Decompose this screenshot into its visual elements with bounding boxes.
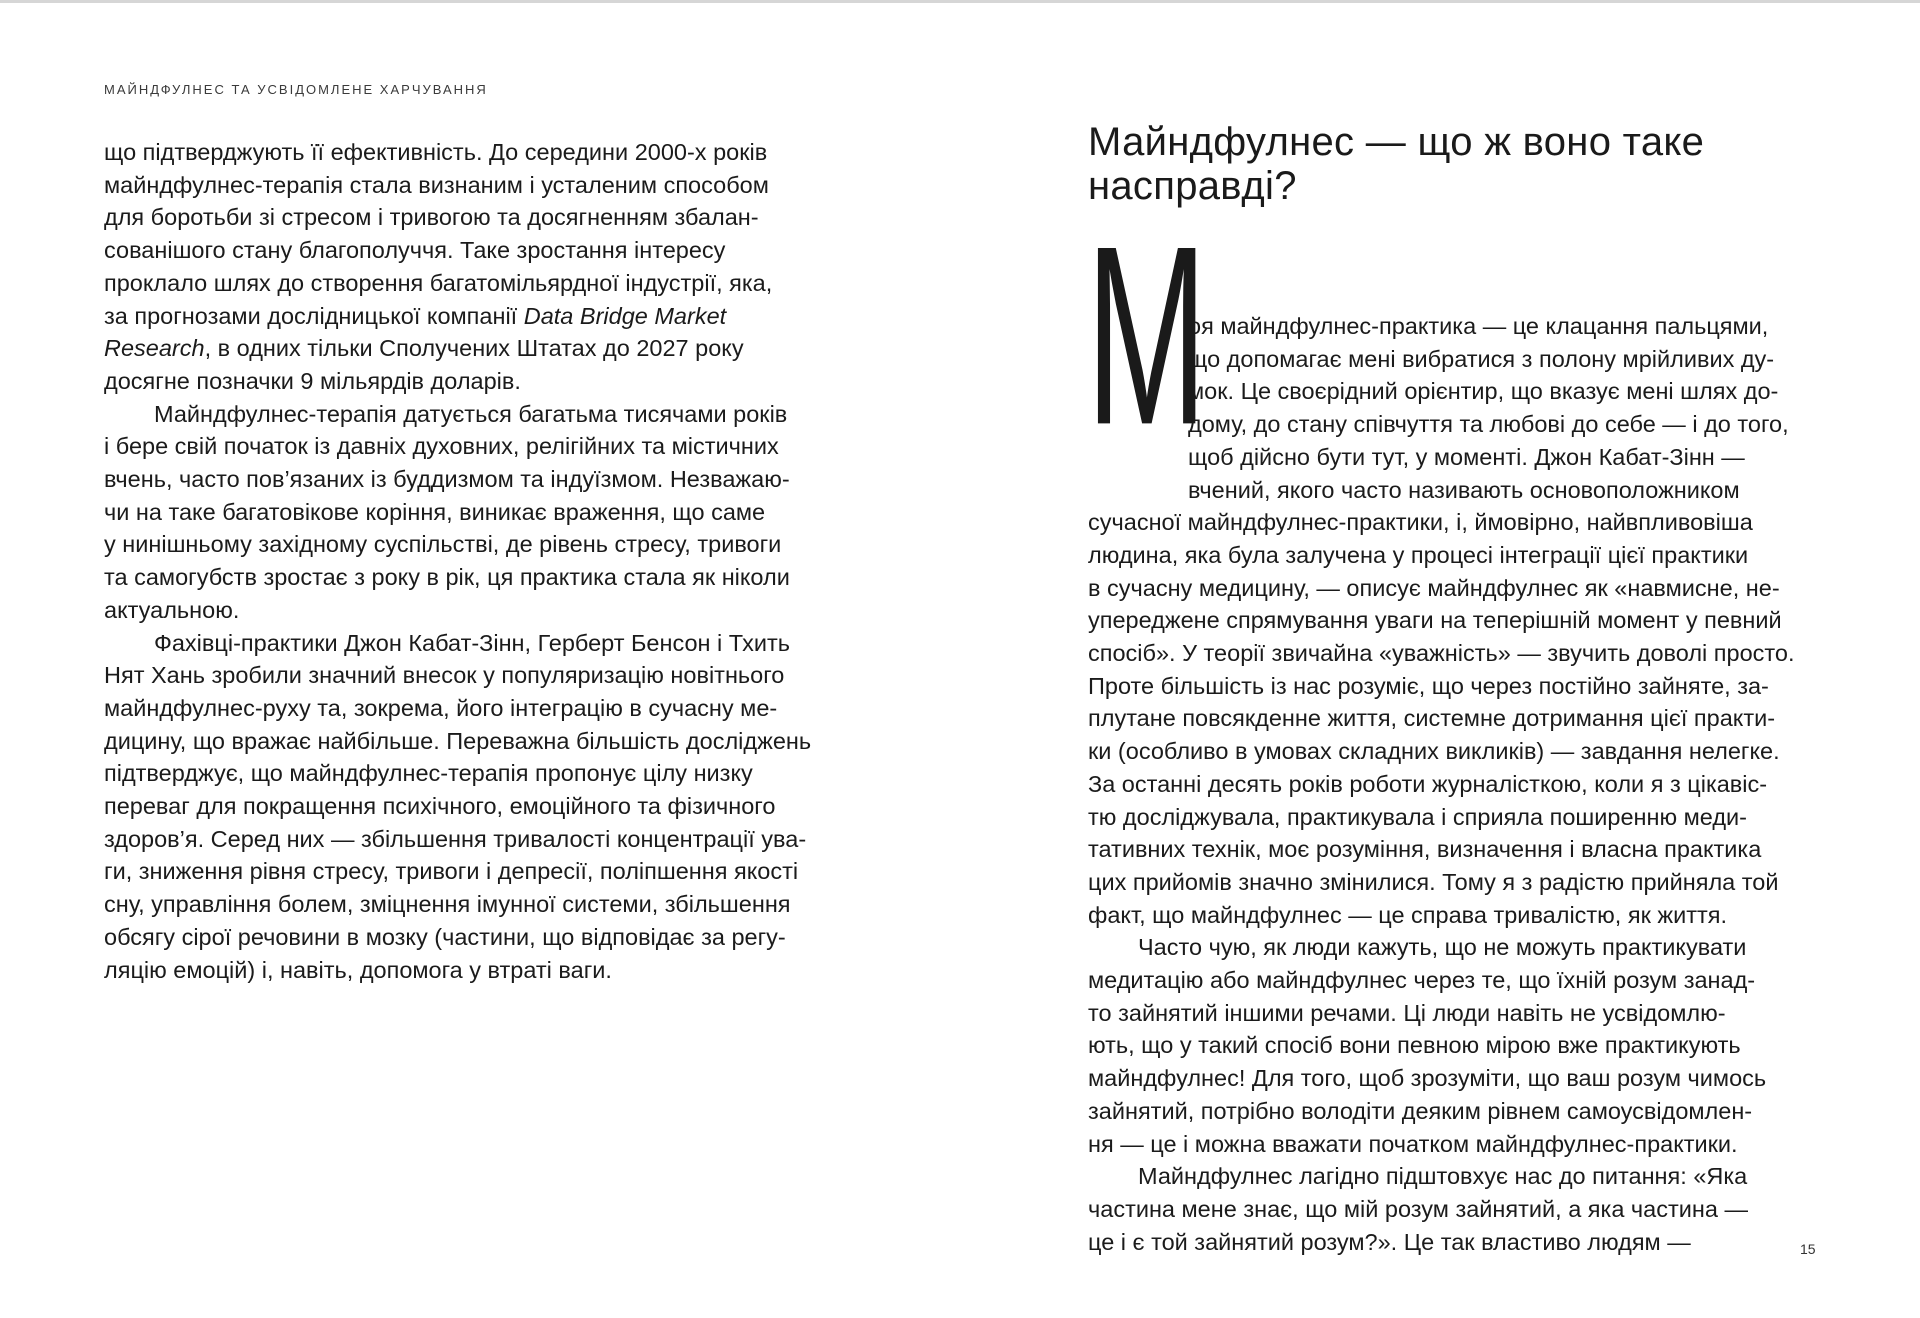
text-line: підтверджує, що майндфулнес-терапія пропонує цілу низку bbox=[104, 760, 753, 787]
text-line: в сучасну медицину, — описує майндфулнес як «навмисне, не- bbox=[1088, 574, 1780, 601]
text-line: чи на таке багатовікове коріння, виникає враження, що саме bbox=[104, 498, 766, 525]
text-line: Майндфулнес-терапія датується багатьма тисячами років bbox=[154, 400, 788, 427]
text-line: Проте більшість із нас розуміє, що через постійно зайняте, за- bbox=[1088, 672, 1769, 699]
text-line: ляцію емоцій) і, навіть, допомога у втраті ваги. bbox=[104, 956, 612, 983]
heading-line: Майндфулнес — що ж воно таке bbox=[1088, 120, 1705, 164]
left-paragraph-1 bbox=[104, 136, 844, 398]
text-line: проклало шлях до створення багатомільярдної індустрії, яка, bbox=[104, 269, 773, 296]
text-line: За останні десять років роботи журналісткою, коли я з цікавіс- bbox=[1088, 770, 1768, 797]
text-line: факт, що майндфулнес — це справа тривалістю, як життя. bbox=[1088, 901, 1728, 928]
text-line: у нинішньому західному суспільстві, де рівень стресу, тривоги bbox=[104, 531, 782, 558]
page-number: 15 bbox=[1800, 1241, 1816, 1257]
text-line: ги, зниження рівня стресу, тривоги і депресії, поліпшення якості bbox=[104, 858, 799, 885]
text-line: упереджене спрямування уваги на теперішній момент у певний bbox=[1088, 607, 1782, 634]
text-line bbox=[104, 300, 844, 333]
text-line: дому, до стану співчуття та любові до себе — і до того, bbox=[1188, 411, 1789, 438]
text-line: майндфулнес! Для того, щоб зрозуміти, що ваш розум чимось bbox=[1088, 1065, 1767, 1092]
text-line: майндфулнес-терапія стала визнаним і усталеним способом bbox=[104, 171, 769, 198]
text-line: Нят Хань зробили значний внесок у популяризацію новітнього bbox=[104, 662, 785, 689]
right-paragraph-2 bbox=[1088, 931, 1828, 1160]
text-line: здоров’я. Серед них — збільшення тривалості концентрації ува- bbox=[104, 825, 807, 852]
text-line bbox=[104, 332, 844, 365]
text-line: і бере свій початок із давніх духовних, релігійних та містичних bbox=[104, 433, 779, 460]
left-paragraph-3 bbox=[104, 627, 844, 987]
text-line: це і є той зайнятий розум?». Це так властиво людям — bbox=[1088, 1228, 1691, 1255]
text-line: обсягу сірої речовини в мозку (частини, що відповідає за регу- bbox=[104, 923, 786, 950]
left-page-text bbox=[104, 136, 844, 986]
text-line: що підтверджують її ефективність. До середини 2000-х років bbox=[104, 139, 768, 165]
text-line: зайнятий, потрібно володіти деяким рівнем самоусвідомлен- bbox=[1088, 1097, 1753, 1124]
italic-company-name: Research bbox=[104, 335, 205, 362]
text-line: ють, що у такий спосіб вони певною мірою вже практикують bbox=[1088, 1032, 1741, 1059]
text-line: ня — це і можна вважати початком майндфулнес-практики. bbox=[1088, 1130, 1738, 1157]
italic-company-name: Data Bridge Market bbox=[523, 302, 727, 329]
text-line: Фахівці-практики Джон Кабат-Зінн, Герберт Бенсон і Тхить bbox=[154, 629, 791, 656]
text-line: ки (особливо в умовах складних викликів) — завдання нелегке. bbox=[1088, 738, 1780, 765]
text-line: частина мене знає, що мій розум зайнятий, а яка частина — bbox=[1088, 1195, 1748, 1222]
text-line: людина, яка була залучена у процесі інтеграції цієї практики bbox=[1088, 541, 1749, 568]
text-line: цих прийомів значно змінилися. Тому я з радістю прийняла той bbox=[1088, 868, 1779, 895]
text-line: актуальною. bbox=[104, 596, 240, 623]
text-line: вчень, часто пов’язаних із буддизмом та індуїзмом. Незважаю- bbox=[104, 466, 790, 493]
text-line: сну, управління болем, зміцнення імунної системи, збільшення bbox=[104, 891, 791, 918]
text-line: медитацію або майндфулнес через те, що їхній розум занад- bbox=[1088, 967, 1756, 994]
text-line: вчений, якого часто називають основоположником bbox=[1188, 476, 1740, 503]
right-paragraph-3 bbox=[1088, 1160, 1828, 1258]
text-line: тю досліджувала, практикувала і сприяла поширенню меди- bbox=[1088, 803, 1748, 830]
heading-line: насправді? bbox=[1088, 164, 1297, 208]
text-line: переваг для покращення психічного, емоційного та фізичного bbox=[104, 793, 776, 820]
running-head: МАЙНДФУЛНЕС ТА УСВІДОМЛЕНЕ ХАРЧУВАННЯ bbox=[104, 82, 488, 97]
text-line: оя майндфулнес-практика — це клацання пальцями, bbox=[1188, 313, 1769, 339]
text-segment: за прогнозами дослідницької компанії bbox=[104, 302, 518, 329]
text-line: Часто чую, як люди кажуть, що не можуть практикувати bbox=[1138, 934, 1747, 961]
right-paragraph-1 bbox=[1086, 194, 1828, 931]
text-line: тативних технік, моє розуміння, визначення і власна практика bbox=[1088, 836, 1762, 863]
right-page-text bbox=[1088, 120, 1828, 1258]
drop-cap: М bbox=[1086, 194, 1208, 479]
text-line: щоб дійсно бути тут, у моменті. Джон Кабат-Зінн — bbox=[1188, 443, 1745, 470]
text-line: сованішого стану благополуччя. Таке зростання інтересу bbox=[104, 237, 726, 264]
text-line: майндфулнес-руху та, зокрема, його інтеграцію в сучасну ме- bbox=[104, 694, 778, 721]
text-line: мок. Це своєрідний орієнтир, що вказує мені шлях до- bbox=[1188, 378, 1779, 405]
text-line: та самогубств зростає з року в рік, ця практика стала як ніколи bbox=[104, 564, 790, 591]
text-line: досягне позначки 9 мільярдів доларів. bbox=[104, 367, 521, 394]
text-segment: , в одних тільки Сполучених Штатах до 2027 року bbox=[204, 335, 744, 362]
left-paragraph-2 bbox=[104, 398, 844, 627]
text-line: плутане повсякденне життя, системне дотримання цієї практи- bbox=[1088, 705, 1776, 732]
text-line: для боротьби зі стресом і тривогою та досягненням збалан- bbox=[104, 204, 759, 231]
text-line: Майндфулнес лагідно підштовхує нас до питання: «Яка bbox=[1138, 1163, 1748, 1190]
text-line: що допомагає мені вибратися з полону мрійливих ду- bbox=[1188, 345, 1775, 372]
text-line: то зайнятий іншими речами. Ці люди навіть не усвідомлю- bbox=[1088, 999, 1726, 1026]
text-line: дицину, що вражає найбільше. Переважна більшість досліджень bbox=[104, 727, 812, 754]
text-line: сучасної майндфулнес-практики, і, ймовірно, найвпливовіша bbox=[1088, 509, 1753, 536]
top-rule bbox=[0, 0, 1920, 3]
text-line: спосіб». У теорії звичайна «уважність» — звучить доволі просто. bbox=[1088, 640, 1795, 667]
